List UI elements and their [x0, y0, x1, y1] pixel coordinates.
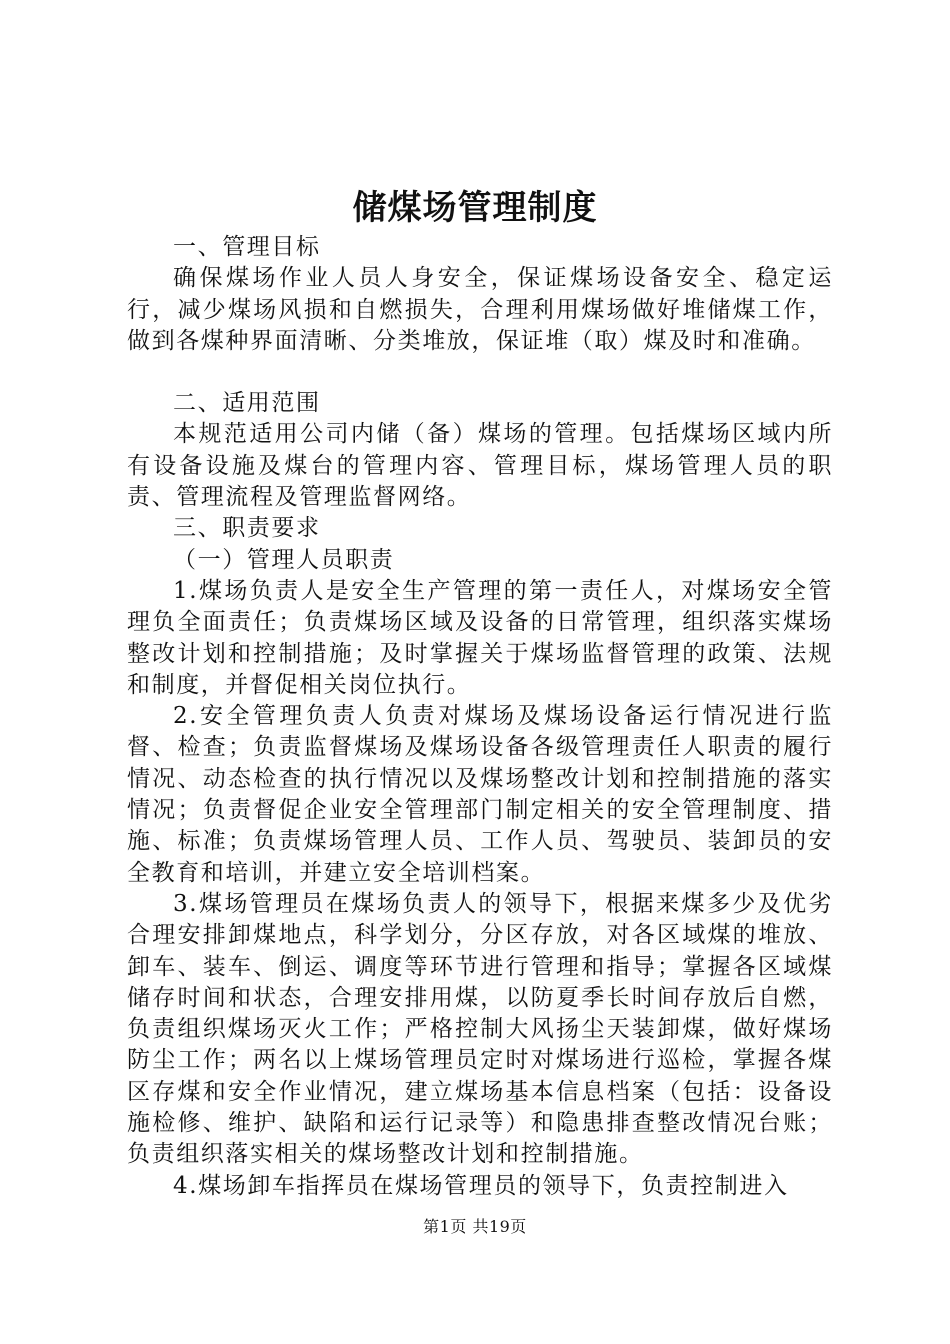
subsection-heading-manager-duties: （一）管理人员职责: [173, 546, 395, 573]
paragraph-item-2: 2.安全管理负责人负责对煤场及煤场设备运行情况进行监督、检查；负责监督煤场及煤场设备各级管理责任人职责的履行情况、动态检查的执行情况以及煤场整改计划和控制措施的落实情况；负责督促企业安全管理部门制定相关的安全管理制度、措施、标准；负责煤场管理人员、工作人员、驾驶员、装卸员的安全教育和培训，并建立安全培训档案。: [127, 703, 833, 886]
paragraph-goals: 确保煤场作业人员人身安全，保证煤场设备安全、稳定运行，减少煤场风损和自燃损失，合理利用煤场做好堆储煤工作，做到各煤种界面清晰、分类堆放，保证堆（取）煤及时和准确。: [127, 265, 833, 354]
paragraph-item-3: 3.煤场管理员在煤场负责人的领导下，根据来煤多少及优劣合理安排卸煤地点，科学划分，分区存放，对各区域煤的堆放、卸车、装车、倒运、调度等环节进行管理和指导；掌握各区域煤储存时间和状态，合理安排用煤，以防夏季长时间存放后自燃，负责组织煤场灭火工作；严格控制大风扬尘天装卸煤，做好煤场防尘工作；两名以上煤场管理员定时对煤场进行巡检，掌握各煤区存煤和安全作业情况，建立煤场基本信息档案（包括：设备设施检修、维护、缺陷和运行记录等）和隐患排查整改情况台账；负责组织落实相关的煤场整改计划和控制措施。: [127, 890, 833, 1168]
paragraph-item-1: 1.煤场负责人是安全生产管理的第一责任人，对煤场安全管理负全面责任；负责煤场区域及设备的日常管理，组织落实煤场整改计划和控制措施；及时掌握关于煤场监督管理的政策、法规和制度，并督促相关岗位执行。: [127, 577, 833, 698]
section-heading-goals: 一、管理目标: [173, 234, 321, 260]
document-body: [127, 232, 833, 1202]
blank-line: [127, 357, 833, 388]
document-title: 储煤场管理制度: [352, 188, 598, 228]
section-heading-scope: 二、适用范围: [173, 390, 321, 417]
paragraph-scope: 本规范适用公司内储（备）煤场的管理。包括煤场区域内所有设备设施及煤台的管理内容、管理目标，煤场管理人员的职责、管理流程及管理监督网络。: [127, 421, 833, 511]
page-footer: 第1页 共19页: [423, 1217, 527, 1236]
paragraph-item-4: 4.煤场卸车指挥员在煤场管理员的领导下，负责控制进入: [173, 1172, 789, 1199]
section-heading-duties: 三、职责要求: [173, 515, 321, 542]
